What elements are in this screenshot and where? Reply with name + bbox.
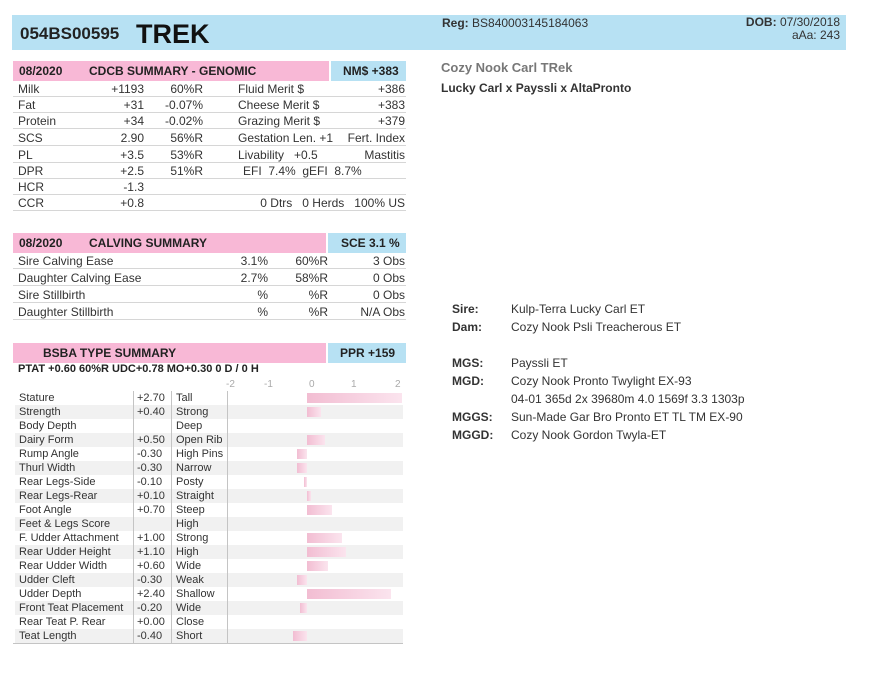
trait-value: +0.8	[120, 196, 144, 210]
calving-pct: 3.1%	[240, 254, 268, 268]
mgd-name: Cozy Nook Pronto Twylight EX-93	[511, 374, 692, 388]
trait-reliability: -0.07%	[164, 98, 203, 112]
calving-obs: 0 Obs	[372, 271, 405, 285]
reg-label: Reg:	[442, 16, 469, 30]
type-trait-bar	[307, 547, 346, 557]
type-title: BSBA TYPE SUMMARY	[43, 346, 177, 360]
type-trait-name: Stature	[19, 392, 55, 404]
type-trait-value: +0.60	[137, 560, 165, 572]
type-trait-description: Steep	[176, 504, 205, 516]
type-trait-name: Foot Angle	[19, 504, 72, 516]
calving-pct: %	[257, 288, 268, 302]
type-trait-name: Front Teat Placement	[19, 602, 124, 614]
calving-label: Sire Calving Ease	[18, 254, 114, 268]
type-trait-bar	[307, 407, 321, 417]
cdcb-row	[13, 97, 406, 113]
ptat-line: PTAT +0.60 60%R UDC+0.78 MO+0.30 0 D / 0 H	[18, 363, 259, 375]
cdcb-row	[13, 179, 406, 195]
type-trait-description: Deep	[176, 420, 203, 432]
calving-label: Sire Stillbirth	[18, 288, 86, 302]
type-trait-row	[15, 475, 403, 489]
type-trait-value: -0.30	[137, 462, 163, 474]
type-trait-name: Rump Angle	[19, 448, 79, 460]
calving-rel: %R	[308, 288, 328, 302]
type-trait-name: Feet & Legs Score	[19, 518, 111, 530]
animal-code: 054BS00595	[20, 24, 120, 43]
type-trait-value: +2.40	[137, 588, 165, 600]
axis-tick-label: 0	[309, 379, 315, 390]
calving-label: Daughter Calving Ease	[18, 271, 142, 285]
reg-value: BS840003145184063	[472, 16, 589, 30]
type-trait-description: Wide	[176, 560, 202, 572]
efi-values: EFI 7.4% gEFI 8.7%	[243, 164, 362, 178]
type-trait-row	[15, 433, 403, 447]
type-trait-bar	[304, 477, 308, 487]
type-trait-row	[15, 461, 403, 475]
merit-value: Mastitis	[364, 148, 405, 162]
dob-label: DOB:	[745, 15, 777, 29]
calving-rel: 58%R	[295, 271, 328, 285]
type-table-bottom-rule	[13, 643, 403, 644]
type-trait-name: Udder Depth	[19, 588, 82, 600]
cdcb-row	[13, 147, 406, 163]
trait-value: -1.3	[123, 180, 144, 194]
type-trait-name: Thurl Width	[19, 462, 76, 474]
trait-name: PL	[18, 148, 33, 162]
animal-header	[12, 15, 846, 50]
calving-row	[13, 304, 406, 320]
type-trait-description: Strong	[176, 406, 209, 418]
trait-name: Fat	[18, 98, 36, 112]
type-trait-description: High	[176, 546, 199, 558]
axis-tick-label: -1	[264, 379, 273, 390]
type-trait-bar	[307, 393, 402, 403]
mggs-label: MGGS:	[452, 410, 493, 424]
calving-date: 08/2020	[19, 236, 63, 250]
axis-tick-label: 2	[395, 379, 401, 390]
type-trait-value: -0.30	[137, 574, 163, 586]
nm-dollar-badge: NM$ +383	[343, 64, 399, 78]
type-trait-name: Strength	[19, 406, 61, 418]
type-trait-value: -0.40	[137, 630, 163, 642]
mgs-label: MGS:	[452, 356, 484, 370]
type-trait-description: Short	[176, 630, 203, 642]
cdcb-row	[13, 130, 406, 146]
type-trait-bar	[307, 435, 325, 445]
type-trait-bar	[307, 533, 342, 543]
axis-tick-label: 1	[351, 379, 357, 390]
type-trait-row	[15, 531, 403, 545]
type-trait-name: Rear Legs-Rear	[19, 490, 98, 502]
dob-value: 07/30/2018	[779, 15, 840, 29]
merit-label: Cheese Merit $	[238, 98, 320, 112]
calving-rel: %R	[308, 305, 328, 319]
animal-full-name: Cozy Nook Carl TRek	[441, 60, 573, 75]
type-trait-value: +0.00	[137, 616, 165, 628]
type-trait-name: Udder Cleft	[19, 574, 75, 586]
type-trait-name: Rear Legs-Side	[19, 476, 96, 488]
type-trait-name: F. Udder Attachment	[19, 532, 119, 544]
trait-value: +3.5	[120, 148, 144, 162]
type-trait-bar	[297, 449, 308, 459]
daughter-herd-count: 0 Dtrs 0 Herds 100% US	[260, 196, 405, 210]
type-trait-description: Posty	[176, 476, 204, 488]
cdcb-row	[13, 81, 406, 97]
trait-value: 2.90	[120, 131, 144, 145]
type-trait-description: Shallow	[176, 588, 215, 600]
type-trait-value: +2.70	[137, 392, 165, 404]
trait-name: SCS	[18, 131, 43, 145]
type-trait-row	[15, 517, 403, 531]
type-trait-bar	[307, 561, 328, 571]
mgs-name: Payssli ET	[511, 356, 568, 370]
type-trait-description: Wide	[176, 602, 202, 614]
aaa-label: aAa:	[791, 28, 817, 42]
type-trait-name: Body Depth	[19, 420, 77, 432]
type-trait-row	[15, 489, 403, 503]
ppr-badge: PPR +159	[340, 346, 396, 360]
type-trait-row	[15, 601, 403, 615]
type-trait-description: Strong	[176, 532, 209, 544]
merit-label: Gestation Len. +1	[238, 131, 334, 145]
merit-label: Livability +0.5	[238, 148, 318, 162]
cdcb-row	[13, 113, 406, 129]
sire-name: Kulp-Terra Lucky Carl ET	[511, 302, 646, 316]
calving-label: Daughter Stillbirth	[18, 305, 114, 319]
merit-label: Grazing Merit $	[238, 114, 321, 128]
type-trait-bar	[307, 491, 311, 501]
aaa-value: 243	[819, 28, 840, 42]
sce-badge: SCE 3.1 %	[341, 236, 400, 250]
trait-name: Protein	[18, 114, 57, 128]
type-trait-row	[15, 405, 403, 419]
mggd-label: MGGD:	[452, 428, 494, 442]
mggs-name: Sun-Made Gar Bro Pronto ET TL TM EX-90	[511, 410, 743, 424]
cdcb-row	[13, 195, 406, 211]
type-trait-value: +0.10	[137, 490, 165, 502]
type-trait-name: Rear Udder Height	[19, 546, 111, 558]
cdcb-row	[13, 163, 406, 179]
lineage: Lucky Carl x Payssli x AltaPronto	[441, 81, 632, 95]
type-trait-row	[15, 559, 403, 573]
type-trait-row	[15, 573, 403, 587]
type-trait-bar	[307, 589, 391, 599]
type-trait-description: Close	[176, 616, 205, 628]
cdcb-date: 08/2020	[19, 64, 63, 78]
type-trait-name: Rear Teat P. Rear	[19, 616, 106, 628]
type-trait-value: -0.20	[137, 602, 163, 614]
type-trait-row	[15, 615, 403, 629]
trait-name: CCR	[18, 196, 44, 210]
merit-value: Fert. Index	[347, 131, 405, 145]
type-table-divider	[171, 391, 172, 643]
mgd-label: MGD:	[452, 374, 484, 388]
trait-value: +34	[123, 114, 144, 128]
sire-label: Sire:	[452, 302, 479, 316]
type-trait-name: Dairy Form	[19, 434, 74, 446]
type-trait-row	[15, 629, 403, 643]
dam-label: Dam:	[452, 320, 483, 334]
calving-pct: 2.7%	[240, 271, 268, 285]
type-trait-description: Straight	[176, 490, 214, 502]
type-trait-value: +0.70	[137, 504, 165, 516]
trait-name: Milk	[18, 82, 40, 96]
cdcb-summary-header	[13, 61, 406, 81]
type-trait-description: High Pins	[176, 448, 224, 460]
trait-reliability: 56%R	[170, 131, 203, 145]
type-trait-description: Weak	[176, 574, 204, 586]
type-trait-row	[15, 419, 403, 433]
calving-title: CALVING SUMMARY	[89, 236, 207, 250]
cdcb-title: CDCB SUMMARY - GENOMIC	[89, 64, 257, 78]
type-trait-bar	[297, 575, 308, 585]
merit-value: +386	[377, 82, 405, 96]
type-trait-value: -0.30	[137, 448, 163, 460]
mggd-name: Cozy Nook Gordon Twyla-ET	[511, 428, 667, 442]
merit-value: +379	[377, 114, 405, 128]
trait-value: +1193	[111, 82, 144, 96]
type-trait-value: +1.10	[137, 546, 165, 558]
calving-obs: 0 Obs	[372, 288, 405, 302]
trait-name: HCR	[18, 180, 44, 194]
type-trait-bar	[297, 463, 308, 473]
trait-reliability: 60%R	[170, 82, 203, 96]
mgd-record: 04-01 365d 2x 39680m 4.0 1569f 3.3 1303p	[511, 392, 745, 406]
dob-block	[746, 16, 840, 42]
type-trait-value: +0.50	[137, 434, 165, 446]
type-trait-row	[15, 447, 403, 461]
type-table-divider	[227, 391, 228, 643]
type-trait-description: Tall	[176, 392, 193, 404]
registration	[442, 16, 588, 30]
dam-name: Cozy Nook Psli Treacherous ET	[511, 320, 682, 334]
type-table-divider	[133, 391, 134, 643]
calving-obs: N/A Obs	[360, 305, 405, 319]
calving-row	[13, 287, 406, 303]
type-trait-value: +0.40	[137, 406, 165, 418]
type-summary-header	[13, 343, 406, 363]
trait-value: +2.5	[120, 164, 144, 178]
calving-pct: %	[257, 305, 268, 319]
type-trait-bar	[300, 603, 307, 613]
type-trait-name: Rear Udder Width	[19, 560, 108, 572]
trait-reliability: 53%R	[170, 148, 203, 162]
merit-label: Fluid Merit $	[238, 82, 305, 96]
calving-summary-header	[13, 233, 406, 253]
type-trait-bar	[293, 631, 307, 641]
calving-obs: 3 Obs	[372, 254, 405, 268]
type-trait-description: Open Rib	[176, 434, 223, 446]
merit-value: +383	[377, 98, 405, 112]
type-trait-bar	[307, 505, 332, 515]
calving-row	[13, 253, 406, 269]
axis-tick-label: -2	[226, 379, 235, 390]
type-trait-description: Narrow	[176, 462, 212, 474]
calving-row	[13, 270, 406, 286]
type-trait-name: Teat Length	[19, 630, 77, 642]
trait-reliability: -0.02%	[164, 114, 203, 128]
trait-value: +31	[123, 98, 144, 112]
type-trait-description: High	[176, 518, 199, 530]
type-trait-value: -0.10	[137, 476, 163, 488]
animal-short-name: TREK	[136, 19, 210, 49]
type-trait-value: +1.00	[137, 532, 165, 544]
calving-rel: 60%R	[295, 254, 328, 268]
trait-reliability: 51%R	[170, 164, 203, 178]
type-trait-row	[15, 503, 403, 517]
trait-name: DPR	[18, 164, 44, 178]
